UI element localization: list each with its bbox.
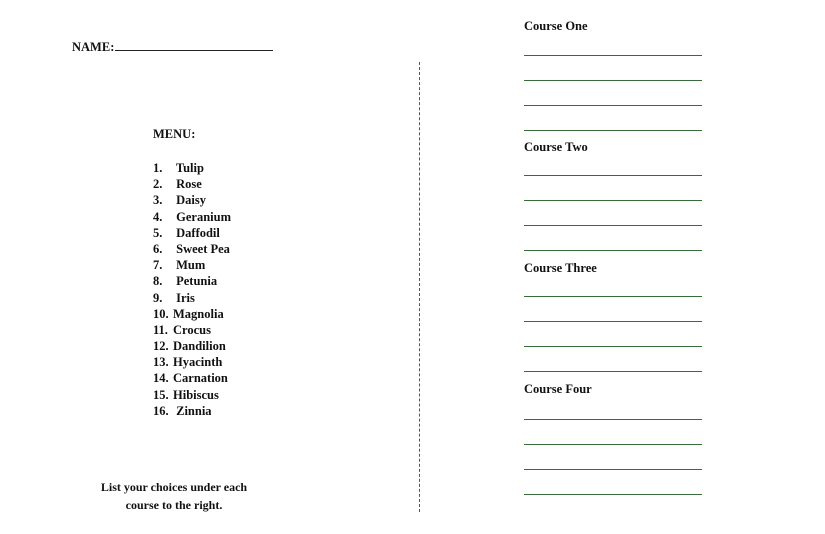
menu-item-number: 13.	[153, 355, 169, 370]
course-two-section	[524, 139, 704, 251]
menu-item	[153, 273, 231, 289]
answer-line[interactable]	[524, 444, 702, 445]
menu-item	[153, 306, 231, 322]
answer-line[interactable]	[524, 225, 702, 226]
answer-line[interactable]	[524, 321, 702, 322]
menu-item-label: Mum	[176, 258, 206, 273]
menu-item	[153, 209, 231, 225]
menu-item-label: Magnolia	[173, 306, 224, 321]
course-title: Course Two	[524, 140, 588, 154]
dashed-divider	[419, 62, 420, 512]
menu-item-number: 7.	[153, 258, 163, 273]
menu-item-number: 16.	[153, 403, 169, 418]
answer-line[interactable]	[524, 55, 702, 56]
menu-item-number: 10.	[153, 306, 169, 321]
menu-item-label: Carnation	[173, 371, 228, 386]
menu-item-number: 1.	[153, 161, 163, 175]
menu-item-label: Hibiscus	[173, 387, 219, 402]
course-title: Course Four	[524, 382, 592, 396]
course-four-section	[524, 381, 704, 495]
instructions-line-1: List your choices under each	[100, 480, 248, 494]
menu-item-label: Sweet Pea	[176, 241, 230, 256]
menu-item	[153, 290, 231, 306]
answer-line[interactable]	[524, 469, 702, 470]
menu-item	[153, 387, 231, 403]
answer-line[interactable]	[524, 130, 702, 131]
answer-line[interactable]	[524, 80, 702, 81]
menu-item	[153, 160, 231, 176]
instructions	[80, 478, 268, 514]
answer-line[interactable]	[524, 296, 702, 297]
menu-item	[153, 192, 231, 208]
answer-line[interactable]	[524, 175, 702, 176]
menu-item	[153, 241, 231, 257]
menu-item-label: Daisy	[176, 193, 206, 208]
menu-item	[153, 403, 231, 419]
menu-item-label: Crocus	[173, 322, 211, 337]
menu-item-label: Petunia	[176, 274, 218, 289]
course-title: Course Three	[524, 261, 597, 275]
instructions-line-2: course to the right.	[125, 498, 223, 512]
menu-item-label: Tulip	[175, 161, 204, 175]
menu-item-label: Geranium	[176, 209, 231, 224]
answer-line[interactable]	[524, 346, 702, 347]
menu-item	[153, 225, 231, 241]
menu-item-label: Hyacinth	[173, 355, 223, 370]
course-title: Course One	[524, 19, 588, 33]
menu-item-number: 6.	[153, 241, 163, 256]
menu-item-number: 2.	[153, 177, 163, 192]
menu-item-number: 4.	[153, 209, 163, 224]
menu-item-number: 11.	[153, 322, 168, 337]
menu-item-label: Daffodil	[176, 225, 220, 240]
course-three-section	[524, 260, 704, 372]
course-one-section	[524, 18, 704, 131]
menu-list	[153, 160, 231, 419]
answer-line[interactable]	[524, 419, 702, 420]
menu-item	[153, 176, 231, 192]
menu-item-label: Zinnia	[176, 403, 212, 418]
menu-item-number: 3.	[153, 193, 163, 208]
name-blank-line[interactable]	[115, 38, 273, 51]
answer-line[interactable]	[524, 371, 702, 372]
menu-item-number: 9.	[153, 290, 163, 305]
menu-title: MENU:	[153, 127, 196, 141]
menu-item-label: Dandilion	[173, 339, 226, 354]
answer-line[interactable]	[524, 200, 702, 201]
menu-item	[153, 257, 231, 273]
menu-item	[153, 338, 231, 354]
menu-item-label: Rose	[176, 177, 202, 192]
menu-item	[153, 370, 231, 386]
name-label: NAME:	[72, 40, 115, 54]
menu-item	[153, 322, 231, 338]
answer-line[interactable]	[524, 105, 702, 106]
menu-item-number: 14.	[153, 371, 169, 386]
menu-item	[153, 354, 231, 370]
answer-line[interactable]	[524, 250, 702, 251]
menu-item-number: 8.	[153, 274, 163, 289]
menu-item-number: 12.	[153, 339, 169, 354]
menu-item-number: 5.	[153, 225, 163, 240]
menu-item-number: 15.	[153, 387, 169, 402]
name-field-row	[72, 38, 273, 55]
answer-line[interactable]	[524, 494, 702, 495]
menu-item-label: Iris	[176, 290, 195, 305]
